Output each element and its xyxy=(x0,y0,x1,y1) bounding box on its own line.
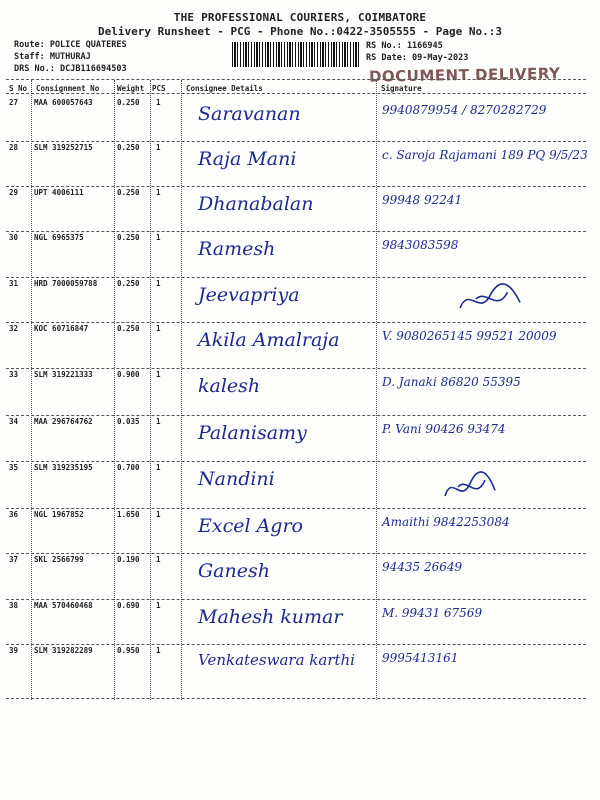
row-pcs: 1 xyxy=(156,98,161,107)
row-consignee-name: Excel Agro xyxy=(198,515,303,537)
row-consignment-no: SLM 319282289 xyxy=(34,646,93,655)
row-signature-text: 9995413161 xyxy=(382,651,459,665)
row-signature-text: V. 9080265145 99521 20009 xyxy=(382,329,557,343)
row-pcs: 1 xyxy=(156,324,161,333)
row-divider xyxy=(6,231,586,232)
row-sno: 33 xyxy=(9,370,19,379)
handwritten-signature xyxy=(455,282,525,316)
row-sno: 34 xyxy=(9,417,19,426)
row-pcs: 1 xyxy=(156,143,161,152)
row-consignment-no: NGL 1967852 xyxy=(34,510,84,519)
row-consignee-name: Akila Amalraja xyxy=(198,329,340,351)
row-divider xyxy=(6,508,586,509)
row-consignment-no: KOC 60716847 xyxy=(34,324,89,333)
rs-date: RS Date: 09-May-2023 xyxy=(366,53,469,63)
row-consignee-name: Jeevapriya xyxy=(198,284,300,306)
row-pcs: 1 xyxy=(156,555,161,564)
col-signature: Signature xyxy=(381,84,422,93)
row-pcs: 1 xyxy=(156,601,161,610)
row-pcs: 1 xyxy=(156,188,161,197)
header-top-rule xyxy=(6,79,586,80)
row-signature-text: M. 99431 67569 xyxy=(382,606,483,620)
col-weight: Weight xyxy=(117,84,145,93)
row-consignment-no: MAA 296764762 xyxy=(34,417,93,426)
row-weight: 0.250 xyxy=(117,324,140,333)
row-consignment-no: MAA 570460468 xyxy=(34,601,93,610)
row-divider xyxy=(6,277,586,278)
row-weight: 0.700 xyxy=(117,463,140,472)
company-title: THE PROFESSIONAL COURIERS, COIMBATORE xyxy=(173,11,427,24)
col-divider xyxy=(31,80,32,700)
row-pcs: 1 xyxy=(156,370,161,379)
row-weight: 0.250 xyxy=(117,233,140,242)
row-consignment-no: MAA 600057643 xyxy=(34,98,93,107)
row-sno: 30 xyxy=(9,233,19,242)
row-sno: 31 xyxy=(9,279,19,288)
header-bottom-rule xyxy=(6,93,586,94)
row-pcs: 1 xyxy=(156,646,161,655)
row-signature-text: P. Vani 90426 93474 xyxy=(382,422,506,436)
barcode xyxy=(232,42,359,67)
route-label: Route: POLICE QUATERES xyxy=(14,40,127,50)
row-pcs: 1 xyxy=(156,279,161,288)
col-pcs: PCS xyxy=(152,84,166,93)
document-delivery-stamp: DOCUMENT DELIVERY xyxy=(368,64,561,86)
row-sno: 39 xyxy=(9,646,19,655)
row-weight: 0.035 xyxy=(117,417,140,426)
row-consignee-name: Mahesh kumar xyxy=(198,606,343,628)
row-pcs: 1 xyxy=(156,417,161,426)
row-pcs: 1 xyxy=(156,510,161,519)
row-consignment-no: HRD 7000059788 xyxy=(34,279,98,288)
col-sno: S No xyxy=(9,84,28,93)
row-weight: 0.900 xyxy=(117,370,140,379)
row-consignee-name: Ganesh xyxy=(198,560,270,582)
row-consignment-no: SLM 319221333 xyxy=(34,370,93,379)
row-weight: 0.690 xyxy=(117,601,140,610)
row-sno: 36 xyxy=(9,510,19,519)
row-sno: 32 xyxy=(9,324,19,333)
row-consignee-name: Nandini xyxy=(198,468,275,490)
row-consignment-no: SKL 2566799 xyxy=(34,555,84,564)
row-weight: 0.250 xyxy=(117,98,140,107)
row-divider xyxy=(6,186,586,187)
row-weight: 0.250 xyxy=(117,279,140,288)
row-consignment-no: SLM 319235195 xyxy=(34,463,93,472)
row-consignee-name: Palanisamy xyxy=(198,422,307,444)
rs-number: RS No.: 1166945 xyxy=(366,41,443,51)
row-divider xyxy=(6,599,586,600)
col-divider xyxy=(114,80,115,700)
row-consignee-name: Raja Mani xyxy=(198,148,297,170)
row-weight: 0.950 xyxy=(117,646,140,655)
handwritten-signature xyxy=(440,470,500,504)
row-weight: 1.650 xyxy=(117,510,140,519)
row-sno: 38 xyxy=(9,601,19,610)
col-consignee: Consignee Details xyxy=(186,84,263,93)
row-sno: 29 xyxy=(9,188,19,197)
row-signature-text: D. Janaki 86820 55395 xyxy=(382,375,521,389)
runsheet-subtitle: Delivery Runsheet - PCG - Phone No.:0422-3505555 - Page No.:3 xyxy=(98,25,502,38)
row-divider xyxy=(6,553,586,554)
row-divider xyxy=(6,698,586,699)
row-sno: 28 xyxy=(9,143,19,152)
row-sno: 35 xyxy=(9,463,19,472)
row-weight: 0.250 xyxy=(117,143,140,152)
row-consignee-name: Saravanan xyxy=(198,103,301,125)
col-divider xyxy=(181,80,182,700)
staff-label: Staff: MUTHURAJ xyxy=(14,52,91,62)
row-consignee-name: kalesh xyxy=(198,375,261,397)
row-pcs: 1 xyxy=(156,463,161,472)
row-divider xyxy=(6,322,586,323)
row-sno: 27 xyxy=(9,98,19,107)
row-weight: 0.250 xyxy=(117,188,140,197)
row-weight: 0.190 xyxy=(117,555,140,564)
col-divider xyxy=(150,80,151,700)
row-divider xyxy=(6,368,586,369)
row-consignment-no: NGL 6965375 xyxy=(34,233,84,242)
row-sno: 37 xyxy=(9,555,19,564)
drs-number: DRS No.: DCJB116694503 xyxy=(14,64,127,74)
row-consignee-name: Dhanabalan xyxy=(198,193,314,215)
col-divider xyxy=(376,80,377,700)
row-divider xyxy=(6,415,586,416)
row-divider xyxy=(6,461,586,462)
row-consignment-no: SLM 319252715 xyxy=(34,143,93,152)
row-signature-text: c. Saroja Rajamani 189 PQ 9/5/23 xyxy=(382,148,588,162)
row-signature-text: 9843083598 xyxy=(382,238,459,252)
row-consignment-no: UPT 4006111 xyxy=(34,188,84,197)
row-divider xyxy=(6,141,586,142)
row-signature-text: 9940879954 / 8270282729 xyxy=(382,103,547,117)
row-signature-text: 94435 26649 xyxy=(382,560,463,574)
row-consignee-name: Venkateswara karthi xyxy=(198,651,355,669)
row-divider xyxy=(6,644,586,645)
row-pcs: 1 xyxy=(156,233,161,242)
col-consignment: Consignment No xyxy=(36,84,100,93)
row-signature-text: Amaithi 9842253084 xyxy=(382,515,510,529)
row-signature-text: 99948 92241 xyxy=(382,193,463,207)
row-consignee-name: Ramesh xyxy=(198,238,276,260)
